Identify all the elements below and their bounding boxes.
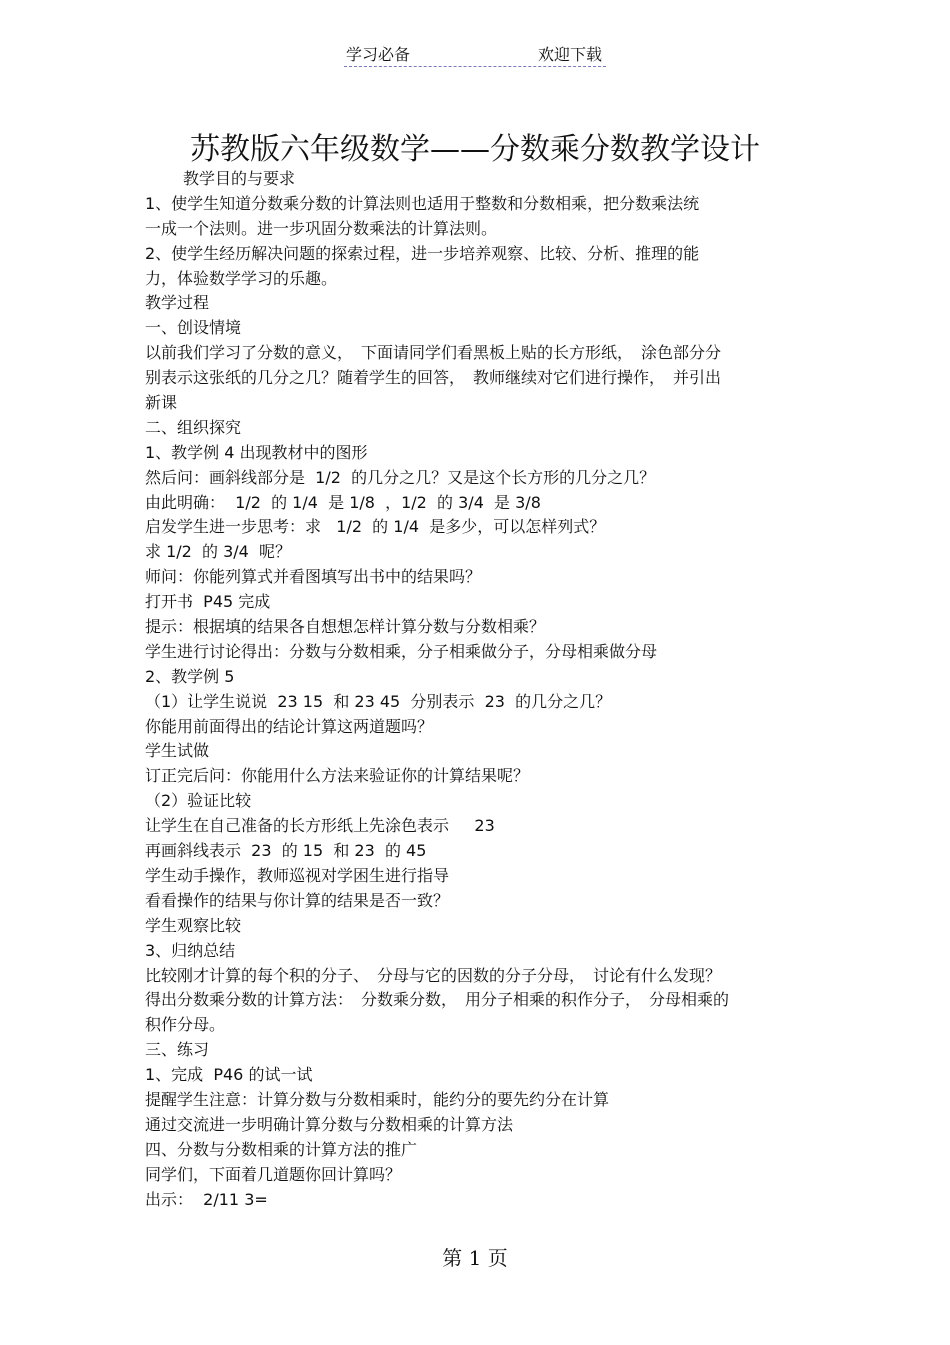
text-line: 看看操作的结果与你计算的结果是否一致？ — [145, 890, 450, 910]
text-line: 1、教学例 4 出现教材中的图形 — [145, 442, 368, 462]
text-line: 订正完后问：你能用什么方法来验证你的计算结果呢？ — [145, 766, 530, 786]
text-line: 提示：根据填的结果各自想想怎样计算分数与分数相乘？ — [145, 617, 546, 637]
section-heading: 四、分数与分数相乘的计算方法的推广 — [145, 1139, 418, 1159]
header-right-text: 欢迎下载 — [537, 45, 602, 64]
text-line: 打开书 P45 完成 — [145, 592, 271, 612]
section-heading: 二、组织探究 — [145, 417, 242, 437]
text-line: 以前我们学习了分数的意义， 下面请同学们看黑板上贴的长方形纸， 涂色部分分 — [145, 343, 722, 363]
text-line: 启发学生进一步思考：求 1/2 的 1/4 是多少，可以怎样列式？ — [145, 517, 606, 537]
text-line: 学生动手操作，教师巡视对学困生进行指导 — [145, 865, 450, 885]
text-line: 让学生在自己准备的长方形纸上先涂色表示 23 — [145, 816, 495, 836]
header-left-text: 学习必备 — [346, 45, 411, 64]
section-heading: 三、练习 — [145, 1040, 210, 1060]
text-line: 通过交流进一步明确计算分数与分数相乘的计算方法 — [145, 1114, 514, 1134]
text-line: （1）让学生说说 23 15 和 23 45 分别表示 23 的几分之几？ — [145, 691, 612, 711]
text-line: 力，体验数学学习的乐趣。 — [145, 268, 338, 288]
document-title: 苏教版六年级数学——分数乘分数教学设计 — [190, 132, 760, 167]
text-line: 别表示这张纸的几分之几？随着学生的回答， 教师继续对它们进行操作， 并引出 — [145, 368, 722, 388]
page-header — [344, 42, 606, 67]
text-line: 积作分母。 — [145, 1015, 226, 1035]
text-line: 3、归纳总结 — [145, 940, 236, 960]
text-line: （2）验证比较 — [145, 791, 252, 811]
text-line: 由此明确： 1/2 的 1/4 是 1/8 ，1/2 的 3/4 是 3/8 — [145, 492, 541, 512]
text-line: 一成一个法则。进一步巩固分数乘法的计算法则。 — [145, 218, 498, 238]
page-number: 第 1 页 — [442, 1246, 508, 1270]
section-heading: 一、创设情境 — [145, 318, 242, 338]
text-line: 求 1/2 的 3/4 呢？ — [145, 542, 292, 562]
text-line: 师问：你能列算式并看图填写出书中的结果吗？ — [145, 567, 482, 587]
section-heading: 教学过程 — [145, 293, 210, 313]
text-line: 1、完成 P46 的试一试 — [145, 1065, 313, 1085]
section-heading: 教学目的与要求 — [183, 169, 296, 188]
text-line: 得出分数乘分数的计算方法： 分数乘分数， 用分子相乘的积作分子， 分母相乘的 — [145, 990, 730, 1010]
text-line: 学生观察比较 — [145, 915, 242, 935]
text-line: 再画斜线表示 23 的 15 和 23 的 45 — [145, 841, 427, 861]
text-line: 2、使学生经历解决问题的探索过程，进一步培养观察、比较、分析、推理的能 — [145, 243, 700, 263]
text-line: 新课 — [145, 393, 178, 413]
text-line: 同学们，下面着几道题你回计算吗？ — [145, 1164, 402, 1184]
text-line: 然后问：画斜线部分是 1/2 的几分之几？又是这个长方形的几分之几？ — [145, 467, 656, 487]
text-line: 学生试做 — [145, 741, 210, 761]
text-line: 你能用前面得出的结论计算这两道题吗？ — [145, 716, 434, 736]
text-line: 出示： 2/11 3= — [145, 1189, 268, 1209]
document-body — [145, 167, 815, 1212]
text-line: 比较刚才计算的每个积的分子、 分母与它的因数的分子分母， 讨论有什么发现？ — [145, 965, 722, 985]
text-line: 1、使学生知道分数乘分数的计算法则也适用于整数和分数相乘，把分数乘法统 — [145, 193, 700, 213]
text-line: 2、教学例 5 — [145, 666, 235, 686]
text-line: 学生进行讨论得出：分数与分数相乘，分子相乘做分子，分母相乘做分母 — [145, 641, 658, 661]
text-line: 提醒学生注意：计算分数与分数相乘时，能约分的要先约分在计算 — [145, 1089, 610, 1109]
